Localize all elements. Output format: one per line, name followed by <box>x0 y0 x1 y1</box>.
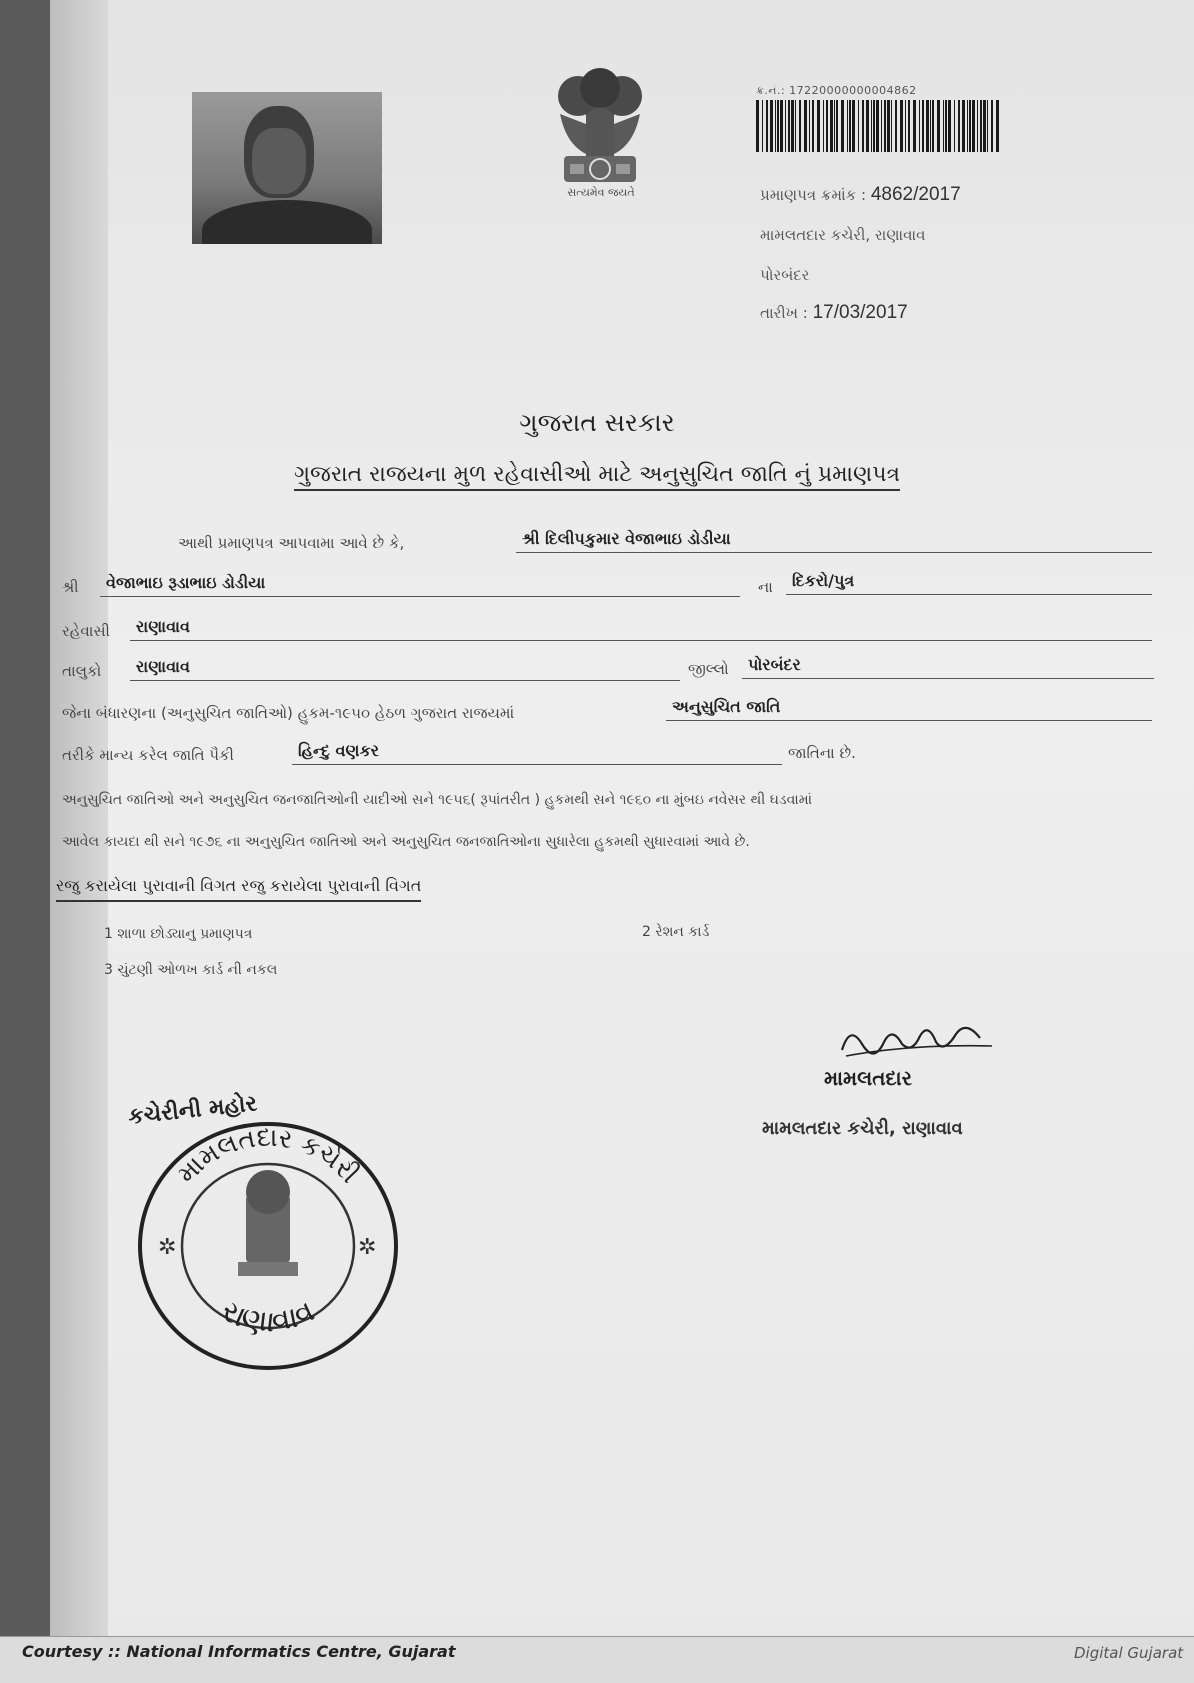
district-line: પોરબંદર <box>760 266 810 284</box>
barcode-bar <box>887 100 890 152</box>
svg-text:✲: ✲ <box>158 1235 177 1260</box>
barcode-bar <box>954 100 955 152</box>
barcode-bar <box>926 100 929 152</box>
barcode-bar <box>996 100 999 152</box>
barcode-bar <box>780 100 783 152</box>
barcode-bar <box>858 100 859 152</box>
date-row <box>760 302 908 324</box>
barcode-bar <box>930 100 931 152</box>
barcode-bar <box>922 100 924 152</box>
barcode-bar <box>849 100 851 152</box>
svg-text:રાણાવાવ <box>216 1293 320 1340</box>
barcode-bar <box>836 100 838 152</box>
emblem-caption: સત્યમેવ જયતે <box>567 186 635 199</box>
barcode-bar <box>795 100 796 152</box>
barcode-bar <box>804 100 807 152</box>
barcode-bar <box>862 100 864 152</box>
barcode-bar <box>943 100 944 152</box>
photo-shoulders <box>202 200 372 244</box>
barcode-bar <box>777 100 779 152</box>
issue-date: 17/03/2017 <box>812 302 908 323</box>
barcode-bar <box>895 100 897 152</box>
evidence-title: રજુ કરાયેલા પુરાવાની વિગત રજુ કરાયેલા પુરાવાની વિગત <box>56 876 421 902</box>
barcode-bar <box>834 100 835 152</box>
resident-value: રાણાવાવ <box>130 616 1152 641</box>
seal-ring-bottom: રાણાવાવ <box>216 1293 320 1340</box>
barcode-bar <box>826 100 828 152</box>
barcode-bar <box>945 100 947 152</box>
barcode-bar <box>919 100 920 152</box>
evidence-item-1: 1 શાળા છોડ્યાનુ પ્રમાણપત્ર <box>104 926 253 942</box>
barcode-bar <box>987 100 988 152</box>
barcode-bar <box>881 100 882 152</box>
footer-brand: Digital Gujarat <box>1074 1644 1184 1662</box>
intro-label: આથી પ્રમાણપત્ર આપવામા આવે છે કે, <box>178 534 405 552</box>
category-value: અનુસુચિત જાતિ <box>666 696 1152 721</box>
date-label: તારીખ : <box>760 304 808 322</box>
barcode-bar <box>969 100 971 152</box>
barcode-bar <box>852 100 855 152</box>
barcode-bar <box>830 100 833 152</box>
signatory-office: મામલતદાર કચેરી, રાણાવાવ <box>762 1118 963 1139</box>
relation-label: ના <box>758 578 773 596</box>
district-label: જીલ્લો <box>688 660 729 678</box>
barcode-number: ક્ર.નં.: 17220000000004862 <box>756 84 917 97</box>
taluka-label: તાલુકો <box>62 662 102 680</box>
district-value: પોરબંદર <box>742 654 1154 679</box>
signature <box>832 1014 1002 1064</box>
barcode-bar <box>891 100 892 152</box>
applicant-photo <box>192 92 382 244</box>
barcode-bar <box>948 100 951 152</box>
resident-label: રહેવાસી <box>62 622 110 640</box>
legal-text-line-1: અનુસુચિત જાતિઓ અને અનુસુચિત જનજાતિઓની યાદીઓ સને ૧૯૫૬( રૂપાંતરીત ) હુકમથી સને ૧૯૬૦ ના મુંબઇ નવેસર થી ઘડવામાં <box>62 792 813 808</box>
father-name: વેજાભાઇ રૂડાભાઇ ડોડીયા <box>100 572 740 597</box>
barcode-bar <box>958 100 960 152</box>
barcode-bar <box>809 100 810 152</box>
certificate-number: 4862/2017 <box>870 184 961 205</box>
barcode-bar <box>937 100 940 152</box>
barcode-bar <box>817 100 820 152</box>
seal-handwritten-note: કચેરીની મહોર <box>127 1091 259 1130</box>
barcode-bar <box>770 100 773 152</box>
photo-face <box>252 128 306 194</box>
barcode-bar <box>991 100 993 152</box>
taluka-value: રાણાવાવ <box>130 656 680 681</box>
certificate-number-label: પ્રમાણપત્ર ક્રમાંક : <box>760 186 867 204</box>
barcode-bar <box>847 100 848 152</box>
office-line: મામલતદાર કચેરી, રાણાવાવ <box>760 226 926 244</box>
barcode-bar <box>756 100 759 152</box>
certificate-number-row <box>760 184 961 206</box>
barcode-bar <box>983 100 986 152</box>
national-emblem-icon <box>546 64 654 204</box>
office-seal <box>118 1096 418 1376</box>
holder-name: શ્રી દિલીપકુમાર વેજાભાઇ ડોડીયા <box>516 528 1152 553</box>
barcode-bar <box>932 100 934 152</box>
signatory-role: મામલતદાર <box>824 1066 912 1090</box>
government-title: ગુજરાત સરકાર <box>519 408 675 437</box>
barcode-bar <box>823 100 824 152</box>
barcode-bar <box>766 100 768 152</box>
recognized-label: તરીકે માન્ય કરેલ જાતિ પૈકી <box>62 746 234 764</box>
evidence-item-2: 2 રેશન કાર્ડ <box>642 924 710 940</box>
barcode-bar <box>980 100 982 152</box>
barcode-bar <box>972 100 975 152</box>
barcode-bar <box>967 100 968 152</box>
footer-courtesy: Courtesy :: National Informatics Centre, Gujarat <box>22 1642 456 1661</box>
barcode-bar <box>841 100 844 152</box>
barcode-bar <box>876 100 879 152</box>
barcode-bar <box>977 100 978 152</box>
certificate-title-text: ગુજરાત રાજયના મુળ રહેવાસીઓ માટે અનુસુચિત જાતિ નું પ્રમાણપત્ર <box>294 462 900 491</box>
barcode-bar <box>905 100 906 152</box>
caste-value: હિન્દુ વણકર <box>292 740 782 765</box>
barcode-bar <box>900 100 903 152</box>
barcode-bar <box>908 100 910 152</box>
barcode-bar <box>791 100 794 152</box>
father-prefix: શ્રી <box>62 578 79 596</box>
barcode-bar <box>775 100 776 152</box>
barcode-bar <box>871 100 872 152</box>
barcode-bar <box>913 100 916 152</box>
relation-value: દિકરો/પુત્ર <box>786 570 1152 595</box>
barcode-bar <box>785 100 786 152</box>
barcode-bar <box>866 100 869 152</box>
caste-suffix: જાતિના છે. <box>788 744 856 762</box>
evidence-item-3: 3 ચુંટણી ઓળખ કાર્ડ ની નકલ <box>104 962 278 978</box>
legal-text-line-2: આવેલ કાયદા થી સને ૧૯૭૬ ના અનુસુચિત જાતિઓ અને અનુસુચિત જનજાતિઓના સુધારેલા હુકમથી સુધારવામાં આવે છે. <box>62 834 750 850</box>
barcode <box>756 100 1002 152</box>
barcode-bar <box>799 100 801 152</box>
svg-text:✲: ✲ <box>358 1235 377 1260</box>
order-label: જેના બંધારણના (અનુસુચિત જાતિઓ) હુકમ-૧૯૫૦ હેઠળ ગુજરાત રાજયમાં <box>62 704 515 722</box>
barcode-bar <box>762 100 763 152</box>
barcode-bar <box>962 100 965 152</box>
barcode-bar <box>812 100 814 152</box>
certificate-title <box>0 462 1194 487</box>
barcode-bar <box>788 100 790 152</box>
seal-ring-top: મામલતદાર કચેરી <box>171 1122 365 1190</box>
barcode-bar <box>873 100 875 152</box>
barcode-bar <box>884 100 886 152</box>
